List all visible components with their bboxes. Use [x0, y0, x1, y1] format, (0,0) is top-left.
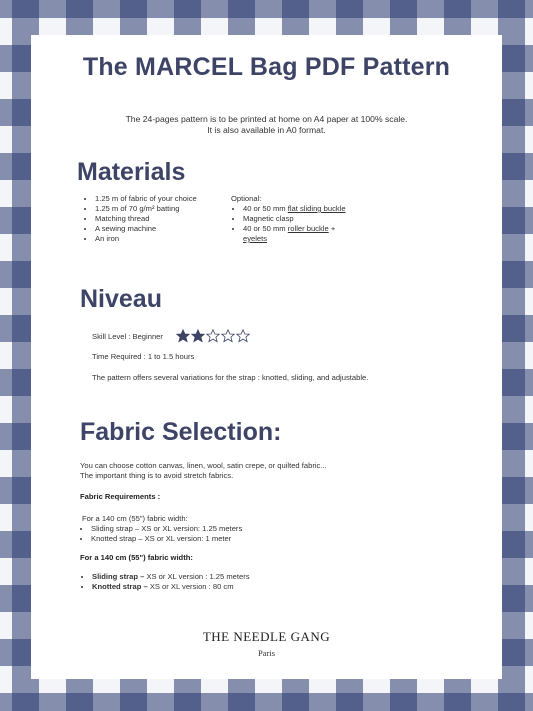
materials-item: • An iron — [95, 234, 197, 244]
requirement-item: • Knotted strap – XS or XL version: 1 meter — [91, 534, 242, 544]
optional-materials — [231, 194, 381, 244]
fabric-intro — [80, 461, 327, 481]
optional-item: • 40 or 50 mm flat sliding buckle — [243, 204, 381, 214]
materials-item: • 1.25 m of 70 g/m² batting — [95, 204, 197, 214]
materials-item: • 1.25 m of fabric of your choice — [95, 194, 197, 204]
intro-text — [31, 114, 502, 136]
fabric-requirements-heading: Fabric Requirements : — [80, 492, 161, 501]
roller-buckle-link[interactable]: roller buckle — [287, 224, 329, 233]
flat-sliding-buckle-link[interactable]: flat sliding buckle — [287, 204, 346, 213]
skill-level-label: Skill Level : Beginner — [92, 331, 163, 341]
brand-city: Paris — [258, 648, 275, 658]
materials-list — [83, 194, 197, 244]
optional-item: • 40 or 50 mm roller buckle + eyelets — [243, 224, 381, 244]
materials-item: • Matching thread — [95, 214, 197, 224]
optional-label: Optional: — [231, 194, 262, 203]
eyelets-link[interactable]: eyelets — [243, 234, 268, 243]
brand-name: THE NEEDLE GANG — [202, 629, 331, 644]
fabric-width-line: For a 140 cm (55") fabric width: — [82, 514, 188, 523]
fabric-requirements — [82, 514, 242, 544]
time-required: Time Required : 1 to 1.5 hours — [92, 352, 195, 361]
star-filled-icon — [176, 329, 190, 343]
skill-level — [92, 329, 251, 343]
page-title: The MARCEL Bag PDF Pattern — [82, 53, 451, 81]
star-empty-icon — [236, 329, 250, 343]
requirement-item: • Sliding strap – XS or XL version : 1.25 meters — [92, 572, 250, 582]
strap-variations-note: The pattern offers several variations for the strap : knotted, sliding, and adjustable. — [92, 373, 369, 382]
star-empty-icon — [206, 329, 220, 343]
fabric-intro-line-2: The important thing is to avoid stretch fabrics. — [80, 471, 234, 480]
materials-item: • A sewing machine — [95, 224, 197, 234]
requirement-item: • Knotted strap – XS or XL version : 80 cm — [92, 582, 250, 592]
intro-line-2: It is also available in A0 format. — [207, 125, 326, 135]
fabric-width-heading: For a 140 cm (55") fabric width: — [80, 553, 193, 562]
star-empty-icon — [221, 329, 235, 343]
materials-heading: Materials — [77, 158, 186, 186]
requirement-item: • Sliding strap – XS or XL version: 1.25 meters — [91, 524, 242, 534]
star-filled-icon — [191, 329, 205, 343]
skill-rating — [176, 329, 251, 343]
optional-item: • Magnetic clasp — [243, 214, 381, 224]
intro-line-1: The 24-pages pattern is to be printed at home on A4 paper at 100% scale. — [125, 114, 408, 124]
niveau-heading: Niveau — [80, 285, 162, 313]
pattern-sheet — [31, 35, 502, 679]
fabric-intro-line-1: You can choose cotton canvas, linen, wool, satin crepe, or quilted fabric... — [80, 461, 327, 470]
fabric-selection-heading: Fabric Selection: — [80, 418, 282, 446]
fabric-requirements-list — [83, 572, 250, 592]
